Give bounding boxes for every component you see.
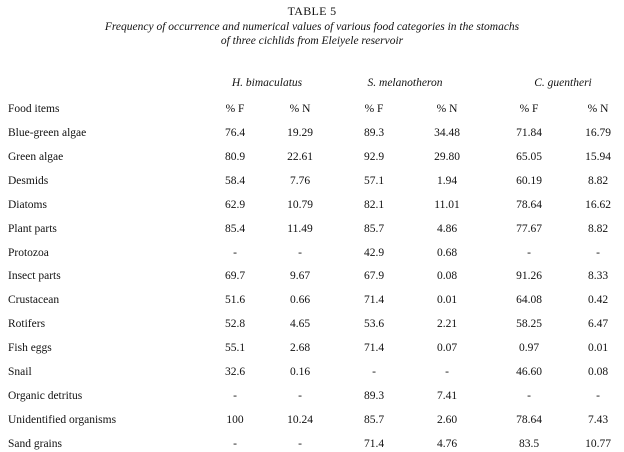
table-cell: 7.41 xyxy=(436,389,458,402)
table-cell: - xyxy=(596,246,600,259)
table-cell: 46.60 xyxy=(516,366,542,378)
table-row xyxy=(0,149,624,165)
table-cell: 8.33 xyxy=(587,270,609,283)
table-cell: 71.4 xyxy=(363,437,385,450)
table-cell: 0.01 xyxy=(436,294,458,307)
food-item-label: Organic detritus xyxy=(8,389,83,402)
table-cell: 11.01 xyxy=(434,198,460,211)
food-item-label: Rotifers xyxy=(8,318,46,331)
table-cell: 15.94 xyxy=(585,150,611,163)
table-cell: 58.25 xyxy=(516,318,542,331)
table-cell: 57.1 xyxy=(363,174,385,187)
table-cell: 22.61 xyxy=(287,150,313,163)
table-cell: 52.8 xyxy=(224,318,246,331)
table-row xyxy=(0,340,624,356)
table-cell: - xyxy=(298,389,302,402)
food-item-label: Plant parts xyxy=(8,222,57,235)
table-cell: 82.1 xyxy=(363,198,385,211)
table-cell: 4.86 xyxy=(436,222,458,235)
header-food-items: Food items xyxy=(8,103,60,115)
header-h-bimaculatus-pct-f: % F xyxy=(225,103,245,115)
food-item-label: Sand grains xyxy=(8,437,62,450)
table-cell: 85.7 xyxy=(363,413,385,426)
table-row xyxy=(0,221,624,237)
table-cell: 53.6 xyxy=(363,318,385,331)
table-cell: 2.68 xyxy=(289,342,311,355)
table-row xyxy=(0,316,624,332)
table-cell: 78.64 xyxy=(516,413,542,426)
food-item-label: Blue-green algae xyxy=(8,127,87,139)
table-cell: - xyxy=(233,437,237,450)
table-cell: 29.80 xyxy=(434,150,460,163)
food-item-label: Desmids xyxy=(8,174,49,187)
table-cell: 1.94 xyxy=(436,174,458,187)
table-cell: - xyxy=(298,246,302,259)
table-cell: - xyxy=(233,246,237,259)
table-cell: 8.82 xyxy=(587,174,609,187)
table-cell: 92.9 xyxy=(363,150,385,163)
table-cell: - xyxy=(527,389,531,402)
table-cell: 100 xyxy=(226,413,244,426)
table-cell: 55.1 xyxy=(224,342,246,355)
food-item-label: Fish eggs xyxy=(8,342,52,355)
table-cell: 9.67 xyxy=(289,270,311,283)
table-cell: 0.97 xyxy=(518,342,540,355)
table-cell: - xyxy=(596,389,600,402)
table-cell: 71.4 xyxy=(363,294,385,307)
header-h-bimaculatus-pct-n: % N xyxy=(289,103,311,115)
table-caption xyxy=(0,20,624,48)
table-row xyxy=(0,292,624,308)
table-cell: - xyxy=(527,246,531,259)
table-row xyxy=(0,268,624,284)
table-cell: 34.48 xyxy=(434,127,460,139)
table-row xyxy=(0,173,624,189)
table-cell: 60.19 xyxy=(516,174,542,187)
table-cell: 0.07 xyxy=(436,342,458,355)
table-cell: 19.29 xyxy=(287,127,313,139)
table-cell: 0.08 xyxy=(436,270,458,283)
food-item-label: Unidentified organisms xyxy=(8,413,117,426)
table-cell: 67.9 xyxy=(363,270,385,283)
table-cell: 2.60 xyxy=(436,413,458,426)
table-cell: - xyxy=(233,389,237,402)
table-cell: 0.16 xyxy=(289,366,311,378)
caption-line-2: of three cichlids from Eleiyele reservoir xyxy=(220,35,404,47)
table-cell: 4.76 xyxy=(436,437,458,450)
table-cell: 85.4 xyxy=(224,222,246,235)
table-cell: 89.3 xyxy=(363,127,385,139)
header-c-guentheri-pct-n: % N xyxy=(587,103,609,115)
table-cell: 0.68 xyxy=(436,246,458,259)
food-item-label: Crustacean xyxy=(8,294,60,307)
table-cell: 51.6 xyxy=(224,294,246,307)
table-row xyxy=(0,412,624,428)
table-label: TABLE 5 xyxy=(287,4,337,18)
table-cell: 58.4 xyxy=(224,174,246,187)
table-row xyxy=(0,388,624,404)
table-cell: 62.9 xyxy=(224,198,246,211)
table-cell: 16.62 xyxy=(585,198,611,211)
food-item-label: Snail xyxy=(8,366,32,378)
table-cell: 7.43 xyxy=(587,413,609,426)
table-cell: 78.64 xyxy=(516,198,542,211)
table-cell: 0.66 xyxy=(289,294,311,307)
food-item-label: Protozoa xyxy=(8,246,49,259)
table-cell: - xyxy=(372,366,376,378)
table-cell: 11.49 xyxy=(287,222,313,235)
table-cell: 85.7 xyxy=(363,222,385,235)
table-cell: 0.42 xyxy=(587,294,609,307)
table-cell: 16.79 xyxy=(585,127,611,139)
table-cell: 77.67 xyxy=(516,222,542,235)
species-heading-h-bimaculatus: H. bimaculatus xyxy=(231,77,303,89)
table-cell: 65.05 xyxy=(516,150,542,163)
table-cell: 32.6 xyxy=(224,366,246,378)
table-row xyxy=(0,364,624,380)
table-cell: 2.21 xyxy=(436,318,458,331)
header-c-guentheri-pct-f: % F xyxy=(519,103,539,115)
caption-line-1: Frequency of occurrence and numerical values of various food categories in the stomachs xyxy=(104,21,520,33)
header-s-melanotheron-pct-n: % N xyxy=(436,103,458,115)
table-row xyxy=(0,436,624,452)
table-cell: 6.47 xyxy=(587,318,609,331)
table-cell: 71.84 xyxy=(516,127,542,139)
column-header-row xyxy=(0,101,624,117)
table-cell: 0.08 xyxy=(587,366,609,378)
table-cell: 80.9 xyxy=(224,150,246,163)
table-cell: 64.08 xyxy=(516,294,542,307)
table-cell: 42.9 xyxy=(363,246,385,259)
table-row xyxy=(0,197,624,213)
table-cell: 10.79 xyxy=(287,198,313,211)
table-cell: - xyxy=(445,366,449,378)
food-item-label: Insect parts xyxy=(8,270,61,283)
table-cell: - xyxy=(298,437,302,450)
table-cell: 71.4 xyxy=(363,342,385,355)
table-cell: 10.24 xyxy=(287,413,313,426)
table-row xyxy=(0,125,624,141)
table-cell: 4.65 xyxy=(289,318,311,331)
table-cell: 91.26 xyxy=(516,270,542,283)
table-row xyxy=(0,245,624,261)
food-item-label: Green algae xyxy=(8,150,64,163)
header-s-melanotheron-pct-f: % F xyxy=(364,103,384,115)
table-cell: 8.82 xyxy=(587,222,609,235)
species-heading-s-melanotheron: S. melanotheron xyxy=(367,77,443,89)
table-cell: 76.4 xyxy=(224,127,246,139)
table-cell: 83.5 xyxy=(518,437,540,450)
table-cell: 10.77 xyxy=(585,437,611,450)
table-cell: 69.7 xyxy=(224,270,246,283)
species-heading-c-guentheri: C. guentheri xyxy=(534,77,592,89)
table-cell: 0.01 xyxy=(587,342,609,355)
food-item-label: Diatoms xyxy=(8,198,47,211)
table-cell: 7.76 xyxy=(289,174,311,187)
table-cell: 89.3 xyxy=(363,389,385,402)
